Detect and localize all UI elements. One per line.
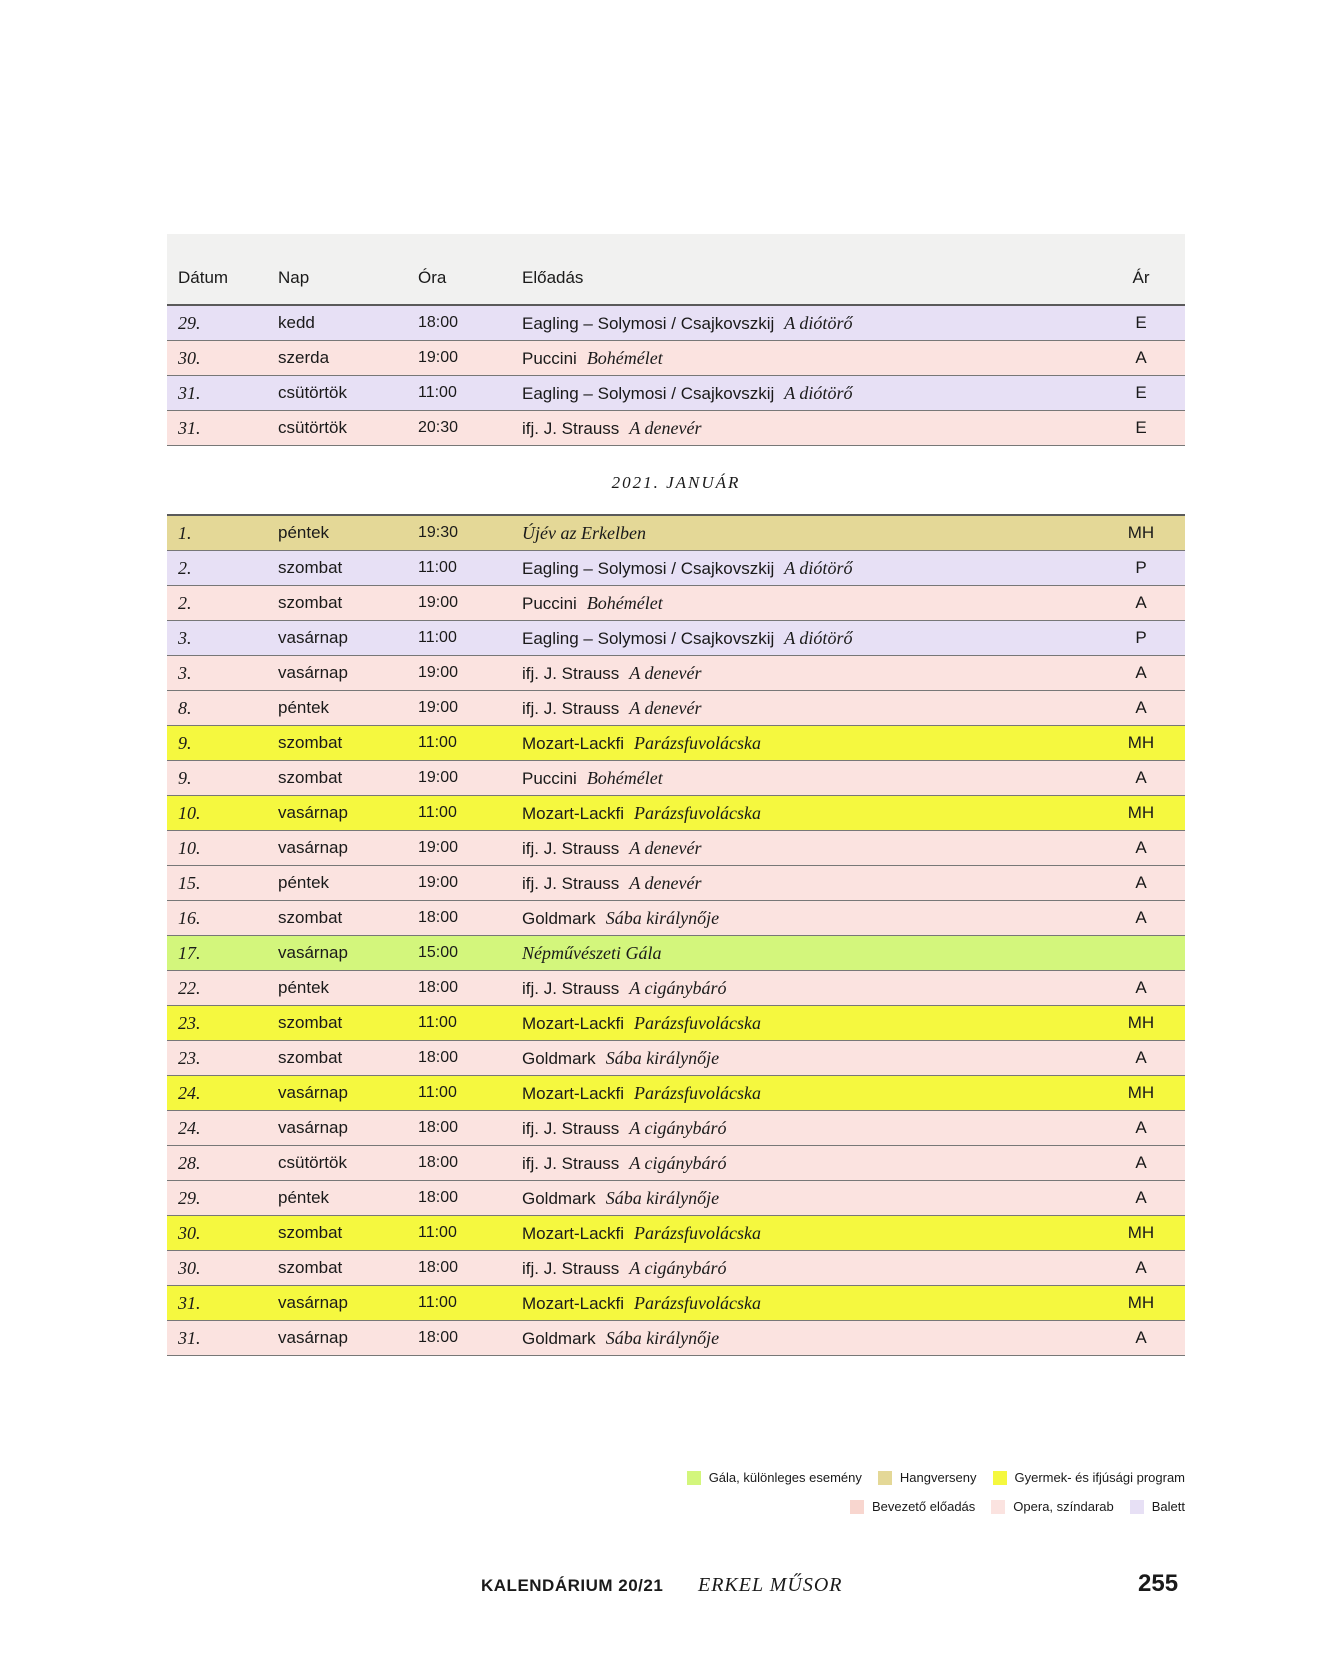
- row-work: A denevér: [629, 697, 702, 718]
- row-time: 18:00: [407, 1146, 511, 1181]
- table-row: [167, 1216, 1185, 1251]
- row-show: [511, 1216, 1097, 1251]
- row-composer: Puccini: [522, 348, 577, 368]
- row-price: MH: [1097, 1076, 1185, 1111]
- row-day: szombat: [267, 1041, 407, 1076]
- row-show: [511, 341, 1097, 376]
- row-composer: Eagling – Solymosi / Csajkovszkij: [522, 628, 775, 648]
- row-day: szombat: [267, 551, 407, 586]
- row-day: vasárnap: [267, 796, 407, 831]
- row-price: A: [1097, 1146, 1185, 1181]
- rows-december: [167, 305, 1185, 446]
- row-time: 20:30: [407, 411, 511, 446]
- row-composer: ifj. J. Strauss: [522, 1118, 620, 1138]
- row-day: csütörtök: [267, 376, 407, 411]
- row-show: [511, 831, 1097, 866]
- row-time: 19:00: [407, 656, 511, 691]
- row-price: E: [1097, 305, 1185, 341]
- row-composer: Goldmark: [522, 1048, 596, 1068]
- row-date: 23.: [167, 1041, 267, 1076]
- row-date: 9.: [167, 761, 267, 796]
- row-work: Parázsfuvolácska: [634, 1292, 762, 1313]
- row-price: A: [1097, 761, 1185, 796]
- row-date: 31.: [167, 1286, 267, 1321]
- page-footer: [0, 1570, 1330, 1600]
- legend-swatch: [850, 1500, 864, 1514]
- row-time: 11:00: [407, 1216, 511, 1251]
- row-date: 22.: [167, 971, 267, 1006]
- legend-row-1: [687, 1470, 1185, 1485]
- row-show: [511, 1146, 1097, 1181]
- legend-label: Hangverseny: [899, 1470, 977, 1485]
- row-work: Parázsfuvolácska: [634, 802, 762, 823]
- row-time: 18:00: [407, 305, 511, 341]
- row-work: Népművészeti Gála: [522, 942, 662, 963]
- row-date: 30.: [167, 341, 267, 376]
- row-show: [511, 376, 1097, 411]
- header-price: Ár: [1097, 234, 1185, 305]
- row-show: [511, 1076, 1097, 1111]
- row-composer: ifj. J. Strauss: [522, 873, 620, 893]
- row-day: szombat: [267, 586, 407, 621]
- row-work: A denevér: [629, 872, 702, 893]
- table-row: [167, 1146, 1185, 1181]
- row-time: 11:00: [407, 726, 511, 761]
- row-show: [511, 411, 1097, 446]
- row-day: csütörtök: [267, 1146, 407, 1181]
- row-time: 11:00: [407, 1006, 511, 1041]
- row-composer: Mozart-Lackfi: [522, 1223, 625, 1243]
- table-row: [167, 1321, 1185, 1356]
- row-day: vasárnap: [267, 1321, 407, 1356]
- header-time: Óra: [407, 234, 511, 305]
- row-work: Parázsfuvolácska: [634, 1012, 762, 1033]
- table-row: [167, 341, 1185, 376]
- row-show: [511, 305, 1097, 341]
- row-show: [511, 691, 1097, 726]
- row-time: 18:00: [407, 901, 511, 936]
- row-work: Bohémélet: [586, 592, 663, 613]
- header-day: Nap: [267, 234, 407, 305]
- row-day: vasárnap: [267, 831, 407, 866]
- legend-label: Gála, különleges esemény: [708, 1470, 862, 1485]
- row-date: 10.: [167, 796, 267, 831]
- row-show: [511, 656, 1097, 691]
- row-composer: Puccini: [522, 768, 577, 788]
- row-work: Sába királynője: [605, 1047, 720, 1068]
- row-date: 28.: [167, 1146, 267, 1181]
- row-show: [511, 796, 1097, 831]
- legend-label: Balett: [1151, 1499, 1185, 1514]
- table-row: [167, 1041, 1185, 1076]
- row-price: A: [1097, 586, 1185, 621]
- legend-item: [878, 1470, 977, 1485]
- row-date: 16.: [167, 901, 267, 936]
- row-day: szerda: [267, 341, 407, 376]
- row-composer: Mozart-Lackfi: [522, 1083, 625, 1103]
- legend-item: [687, 1470, 862, 1485]
- table-row: [167, 1181, 1185, 1216]
- row-price: [1097, 936, 1185, 971]
- row-price: P: [1097, 621, 1185, 656]
- row-date: 29.: [167, 305, 267, 341]
- row-day: péntek: [267, 866, 407, 901]
- table-row: [167, 1251, 1185, 1286]
- row-time: 11:00: [407, 376, 511, 411]
- row-time: 11:00: [407, 551, 511, 586]
- table-row: [167, 656, 1185, 691]
- row-date: 3.: [167, 621, 267, 656]
- row-date: 24.: [167, 1076, 267, 1111]
- row-composer: Goldmark: [522, 1188, 596, 1208]
- row-date: 29.: [167, 1181, 267, 1216]
- legend: [687, 1470, 1185, 1528]
- row-work: Sába királynője: [605, 1187, 720, 1208]
- header-show: Előadás: [511, 234, 1097, 305]
- row-show: [511, 1321, 1097, 1356]
- legend-label: Opera, színdarab: [1013, 1499, 1114, 1514]
- row-price: P: [1097, 551, 1185, 586]
- row-time: 18:00: [407, 1041, 511, 1076]
- row-price: A: [1097, 866, 1185, 901]
- row-work: A cigánybáró: [629, 1117, 727, 1138]
- legend-row-2: [687, 1499, 1185, 1514]
- row-time: 18:00: [407, 971, 511, 1006]
- row-time: 19:30: [407, 515, 511, 551]
- row-composer: ifj. J. Strauss: [522, 1258, 620, 1278]
- row-price: MH: [1097, 796, 1185, 831]
- row-time: 11:00: [407, 1286, 511, 1321]
- row-day: szombat: [267, 1251, 407, 1286]
- legend-swatch: [991, 1500, 1005, 1514]
- row-show: [511, 726, 1097, 761]
- legend-item: [991, 1499, 1113, 1514]
- row-price: MH: [1097, 726, 1185, 761]
- row-composer: ifj. J. Strauss: [522, 698, 620, 718]
- legend-label: Gyermek- és ifjúsági program: [1014, 1470, 1185, 1485]
- row-work: A cigánybáró: [629, 977, 727, 998]
- row-price: MH: [1097, 1006, 1185, 1041]
- row-composer: Goldmark: [522, 1328, 596, 1348]
- row-composer: Eagling – Solymosi / Csajkovszkij: [522, 383, 775, 403]
- table-row: [167, 1006, 1185, 1041]
- row-time: 19:00: [407, 691, 511, 726]
- row-date: 3.: [167, 656, 267, 691]
- table-row: [167, 796, 1185, 831]
- row-show: [511, 586, 1097, 621]
- row-day: vasárnap: [267, 1111, 407, 1146]
- row-price: E: [1097, 376, 1185, 411]
- row-show: [511, 1251, 1097, 1286]
- row-time: 11:00: [407, 621, 511, 656]
- row-show: [511, 901, 1097, 936]
- table-row: [167, 305, 1185, 341]
- row-time: 18:00: [407, 1321, 511, 1356]
- row-date: 2.: [167, 586, 267, 621]
- row-show: [511, 866, 1097, 901]
- row-price: A: [1097, 1321, 1185, 1356]
- row-price: A: [1097, 1111, 1185, 1146]
- row-work: A cigánybáró: [629, 1257, 727, 1278]
- row-time: 19:00: [407, 866, 511, 901]
- table-row: [167, 411, 1185, 446]
- row-date: 9.: [167, 726, 267, 761]
- table-row: [167, 691, 1185, 726]
- row-show: [511, 1286, 1097, 1321]
- table-row: [167, 551, 1185, 586]
- row-day: péntek: [267, 971, 407, 1006]
- row-day: péntek: [267, 515, 407, 551]
- table-row: [167, 1111, 1185, 1146]
- row-time: 15:00: [407, 936, 511, 971]
- table-row: [167, 586, 1185, 621]
- row-composer: ifj. J. Strauss: [522, 838, 620, 858]
- row-show: [511, 971, 1097, 1006]
- row-price: A: [1097, 656, 1185, 691]
- row-day: szombat: [267, 1006, 407, 1041]
- row-price: A: [1097, 971, 1185, 1006]
- row-date: 15.: [167, 866, 267, 901]
- month-heading: 2021. JANUÁR: [167, 446, 1185, 516]
- legend-item: [993, 1470, 1186, 1485]
- row-day: szombat: [267, 901, 407, 936]
- month-heading-row: [167, 446, 1185, 516]
- row-time: 19:00: [407, 831, 511, 866]
- row-show: [511, 1181, 1097, 1216]
- row-price: A: [1097, 1181, 1185, 1216]
- row-composer: Goldmark: [522, 908, 596, 928]
- row-composer: Mozart-Lackfi: [522, 803, 625, 823]
- row-time: 18:00: [407, 1111, 511, 1146]
- row-day: csütörtök: [267, 411, 407, 446]
- month-heading-section: [167, 446, 1185, 516]
- row-price: MH: [1097, 515, 1185, 551]
- legend-item: [850, 1499, 975, 1514]
- row-show: [511, 621, 1097, 656]
- row-date: 17.: [167, 936, 267, 971]
- table-row: [167, 515, 1185, 551]
- legend-label: Bevezető előadás: [871, 1499, 976, 1514]
- row-day: vasárnap: [267, 1076, 407, 1111]
- row-date: 30.: [167, 1251, 267, 1286]
- footer-publication: KALENDÁRIUM 20/21: [481, 1576, 664, 1595]
- row-composer: Eagling – Solymosi / Csajkovszkij: [522, 558, 775, 578]
- row-show: [511, 761, 1097, 796]
- row-date: 30.: [167, 1216, 267, 1251]
- row-show: [511, 1041, 1097, 1076]
- row-time: 11:00: [407, 796, 511, 831]
- row-day: péntek: [267, 691, 407, 726]
- header-date: Dátum: [167, 234, 267, 305]
- row-time: 11:00: [407, 1076, 511, 1111]
- row-time: 19:00: [407, 761, 511, 796]
- row-work: Parázsfuvolácska: [634, 1222, 762, 1243]
- row-day: kedd: [267, 305, 407, 341]
- row-date: 1.: [167, 515, 267, 551]
- row-composer: Puccini: [522, 593, 577, 613]
- row-price: MH: [1097, 1216, 1185, 1251]
- legend-swatch: [993, 1471, 1007, 1485]
- row-work: A diótörő: [784, 627, 853, 648]
- row-price: A: [1097, 691, 1185, 726]
- table-row: [167, 726, 1185, 761]
- row-work: Parázsfuvolácska: [634, 732, 762, 753]
- row-composer: ifj. J. Strauss: [522, 418, 620, 438]
- row-day: péntek: [267, 1181, 407, 1216]
- row-composer: Mozart-Lackfi: [522, 1293, 625, 1313]
- legend-item: [1130, 1499, 1185, 1514]
- row-date: 31.: [167, 1321, 267, 1356]
- row-price: A: [1097, 341, 1185, 376]
- legend-swatch: [878, 1471, 892, 1485]
- row-composer: ifj. J. Strauss: [522, 663, 620, 683]
- row-day: szombat: [267, 1216, 407, 1251]
- row-show: [511, 551, 1097, 586]
- row-show: [511, 1111, 1097, 1146]
- row-price: A: [1097, 831, 1185, 866]
- row-day: szombat: [267, 726, 407, 761]
- row-composer: Mozart-Lackfi: [522, 1013, 625, 1033]
- row-time: 18:00: [407, 1181, 511, 1216]
- row-day: vasárnap: [267, 936, 407, 971]
- row-price: A: [1097, 1041, 1185, 1076]
- row-time: 19:00: [407, 586, 511, 621]
- table-row: [167, 831, 1185, 866]
- row-price: MH: [1097, 1286, 1185, 1321]
- table-row: [167, 866, 1185, 901]
- row-day: szombat: [267, 761, 407, 796]
- row-composer: Eagling – Solymosi / Csajkovszkij: [522, 313, 775, 333]
- legend-swatch: [1130, 1500, 1144, 1514]
- row-work: A cigánybáró: [629, 1152, 727, 1173]
- row-work: A diótörő: [784, 382, 853, 403]
- row-work: Bohémélet: [586, 347, 663, 368]
- row-date: 23.: [167, 1006, 267, 1041]
- row-work: Bohémélet: [586, 767, 663, 788]
- row-work: Sába királynője: [605, 907, 720, 928]
- row-show: [511, 515, 1097, 551]
- table-row: [167, 376, 1185, 411]
- row-work: A denevér: [629, 662, 702, 683]
- row-price: E: [1097, 411, 1185, 446]
- row-work: Újév az Erkelben: [522, 522, 646, 543]
- row-date: 8.: [167, 691, 267, 726]
- table-row: [167, 901, 1185, 936]
- table-row: [167, 971, 1185, 1006]
- table-header: [167, 234, 1185, 305]
- row-composer: ifj. J. Strauss: [522, 1153, 620, 1173]
- row-day: vasárnap: [267, 621, 407, 656]
- page-number: 255: [1138, 1570, 1179, 1597]
- row-date: 10.: [167, 831, 267, 866]
- table-row: [167, 761, 1185, 796]
- footer-section: ERKEL MŰSOR: [698, 1574, 843, 1596]
- row-date: 24.: [167, 1111, 267, 1146]
- row-work: A diótörő: [784, 312, 853, 333]
- schedule-table: [167, 234, 1185, 1356]
- legend-swatch: [687, 1471, 701, 1485]
- row-day: vasárnap: [267, 656, 407, 691]
- row-time: 19:00: [407, 341, 511, 376]
- rows-january: [167, 515, 1185, 1356]
- table-row: [167, 1076, 1185, 1111]
- row-show: [511, 936, 1097, 971]
- table-row: [167, 1286, 1185, 1321]
- row-show: [511, 1006, 1097, 1041]
- row-day: vasárnap: [267, 1286, 407, 1321]
- row-composer: Mozart-Lackfi: [522, 733, 625, 753]
- row-date: 31.: [167, 411, 267, 446]
- row-work: Parázsfuvolácska: [634, 1082, 762, 1103]
- row-price: A: [1097, 901, 1185, 936]
- row-work: A diótörő: [784, 557, 853, 578]
- row-work: A denevér: [629, 417, 702, 438]
- table-row: [167, 621, 1185, 656]
- table-row: [167, 936, 1185, 971]
- row-date: 2.: [167, 551, 267, 586]
- row-price: A: [1097, 1251, 1185, 1286]
- row-work: Sába királynője: [605, 1327, 720, 1348]
- row-work: A denevér: [629, 837, 702, 858]
- row-time: 18:00: [407, 1251, 511, 1286]
- row-composer: ifj. J. Strauss: [522, 978, 620, 998]
- row-date: 31.: [167, 376, 267, 411]
